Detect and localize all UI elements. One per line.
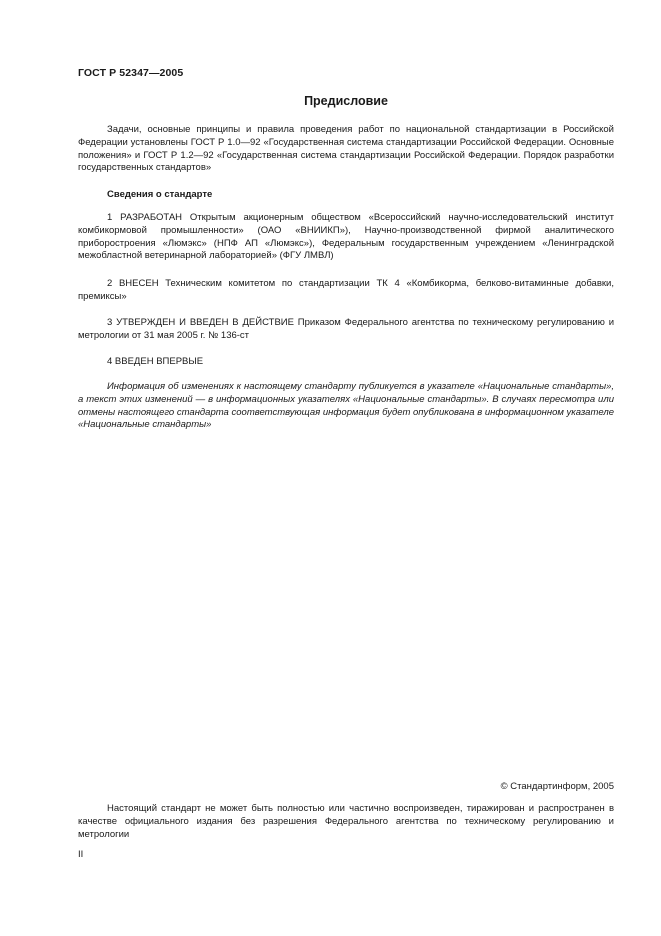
page-title: Предисловие [304,94,388,108]
item-developed: 1 РАЗРАБОТАН Открытым акционерным обществом «Всероссийский научно-исследовательский институт комбикормовой промышленности» (ОАО «ВНИИКП»), Научно-производственной фирмой аналитического приборостроения «Люмэкс» (НПФ АП «Люмэкс»), Федеральным государственным учреждением «Ленинградской межобластной ветеринарной лабораторией» (ФГУ ЛМВЛ) [78,212,614,262]
section-heading: Сведения о стандарте [107,189,213,200]
item-submitted: 2 ВНЕСЕН Техническим комитетом по стандартизации ТК 4 «Комбикорма, белково-витаминные добавки, премиксы» [78,278,614,302]
rights-notice: Настоящий стандарт не может быть полностью или частично воспроизведен, тиражирован и распространен в качестве официального издания без разрешения Федерального агентства по техническому регулированию и метрологии [78,803,614,840]
page-number: II [78,849,84,860]
changes-info-note: Информация об изменениях к настоящему стандарту публикуется в указателе «Национальные стандарты», а текст этих изменений — в информационных указателях «Национальные стандарты». В случаях пересмотра или отмены настоящего стандарта соответствующая информация будет опубликована в информационном указателе «Национальные стандарты» [78,381,614,431]
item-introduced: 4 ВВЕДЕН ВПЕРВЫЕ [107,356,204,367]
document-id: ГОСТ Р 52347—2005 [78,67,184,79]
intro-paragraph: Задачи, основные принципы и правила проведения работ по национальной стандартизации в Российской Федерации установлены ГОСТ Р 1.0—92 «Государственная система стандартизации Российской Федерации. Основные положения» и ГОСТ Р 1.2—92 «Государственная система стандартизации Российской Федерации. Порядок разработки государственных стандартов» [78,124,614,174]
copyright-notice: © Стандартинформ, 2005 [500,781,614,792]
item-approved: 3 УТВЕРЖДЕН И ВВЕДЕН В ДЕЙСТВИЕ Приказом Федерального агентства по техническому регулированию и метрологии от 31 мая 2005 г. № 136-ст [78,317,614,341]
